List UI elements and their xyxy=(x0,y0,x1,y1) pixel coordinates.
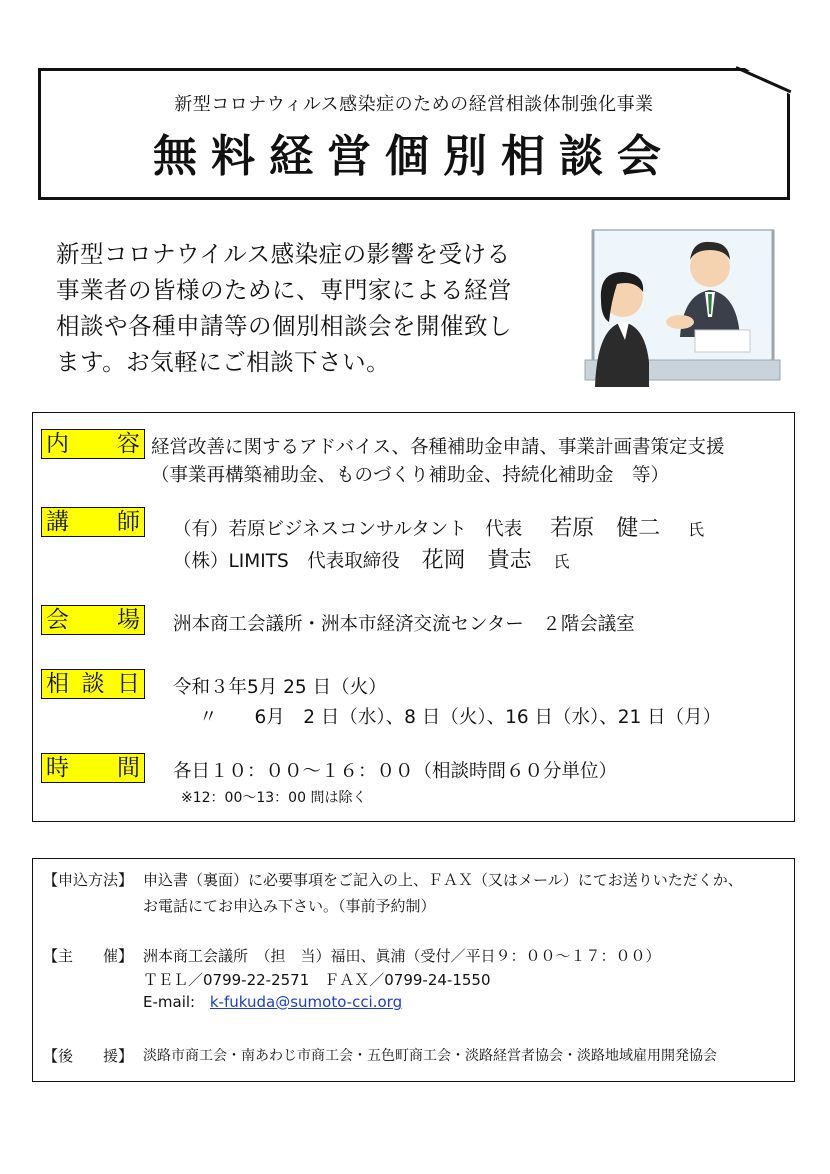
dates-line-1: 令和３年5月 25 日（火） xyxy=(173,677,387,698)
lecturer-1-suffix: 氏 xyxy=(688,520,705,539)
label-char: 講 xyxy=(46,509,69,535)
intro-line: 相談や各種申請等の個別相談会を開催致し xyxy=(56,312,512,340)
label-venue xyxy=(41,605,145,635)
label-char: 場 xyxy=(117,607,140,633)
label-lecturer xyxy=(41,507,145,537)
application-box xyxy=(32,858,795,1082)
label-char: 間 xyxy=(117,755,140,781)
dates-line-2: 〃 6月 2 日（水）、8 日（火）、16 日（水）、21 日（月） xyxy=(199,707,722,728)
content-line-2: （事業再構築補助金、ものづくり補助金、持続化補助金 等） xyxy=(151,465,670,486)
label-char: 容 xyxy=(117,431,140,457)
host-label: 【主 催】 xyxy=(43,947,134,965)
label-content xyxy=(41,429,145,459)
email-link[interactable]: k-fukuda@sumoto-cci.org xyxy=(209,993,403,1011)
lecturer-2-name: 花岡 貴志 xyxy=(421,548,532,573)
method-line-2: お電話にてお申込み下さい。（事前予約制） xyxy=(143,897,436,915)
lecturer-2-org: （株）LIMITS 代表取締役 xyxy=(173,551,400,572)
venue-text: 洲本商工会議所・洲本市経済交流センター ２階会議室 xyxy=(173,614,635,635)
host-line-1: 洲本商工会議所 （担 当）福田、眞浦（受付／平日９：００～１７：００） xyxy=(143,947,661,965)
consultation-illustration-icon xyxy=(575,222,785,397)
content-line-1: 経営改善に関するアドバイス、各種補助金申請、事業計画書策定支援 xyxy=(151,437,725,458)
intro-line: 新型コロナウイルス感染症の影響を受ける xyxy=(56,240,511,268)
time-note: ※12：00～13：00 間は除く xyxy=(181,790,367,806)
host-line-2: ＴＥＬ／0799-22-2571 ＦＡＸ／0799-24-1550 xyxy=(143,971,491,989)
method-line-1: 申込書（裏面）に必要事項をご記入の上、ＦＡＸ（又はメール）にてお送りいただくか、 xyxy=(143,871,743,889)
method-label: 【申込方法】 xyxy=(43,871,134,889)
time-line: 各日１０：００～１６：００（相談時間６０分単位） xyxy=(173,761,618,782)
label-dates xyxy=(41,669,145,699)
lecturer-2-suffix: 氏 xyxy=(553,552,570,571)
label-char: 日 xyxy=(117,671,140,697)
label-char: 談 xyxy=(81,671,105,697)
header-subtitle: 新型コロナウィルス感染症のための経営相談体制強化事業 xyxy=(174,94,654,115)
label-char: 時 xyxy=(46,755,69,781)
lecturer-1-name: 若原 健二 xyxy=(550,516,661,541)
intro-line: 事業者の皆様のために、専門家による経営 xyxy=(56,276,512,304)
email-row xyxy=(143,993,402,1011)
lecturer-line-1 xyxy=(173,511,704,542)
label-char: 相 xyxy=(46,671,69,697)
email-label: E-mail: xyxy=(143,993,196,1011)
label-char: 会 xyxy=(46,607,69,633)
intro-line: ます。お気軽にご相談下さい。 xyxy=(56,348,391,376)
support-text: 淡路市商工会・南あわじ市商工会・五色町商工会・淡路経営者協会・淡路地域雇用開発協会 xyxy=(143,1048,717,1064)
info-box xyxy=(32,412,795,822)
label-time xyxy=(41,753,145,783)
lecturer-1-org: （有）若原ビジネスコンサルタント 代表 xyxy=(173,519,523,540)
lecturer-line-2 xyxy=(173,543,570,574)
page-title: 無料経営個別相談会 xyxy=(153,131,675,182)
label-char: 内 xyxy=(46,431,69,457)
label-char: 師 xyxy=(117,509,140,535)
support-label: 【後 援】 xyxy=(43,1047,134,1065)
intro-paragraph xyxy=(56,236,556,380)
